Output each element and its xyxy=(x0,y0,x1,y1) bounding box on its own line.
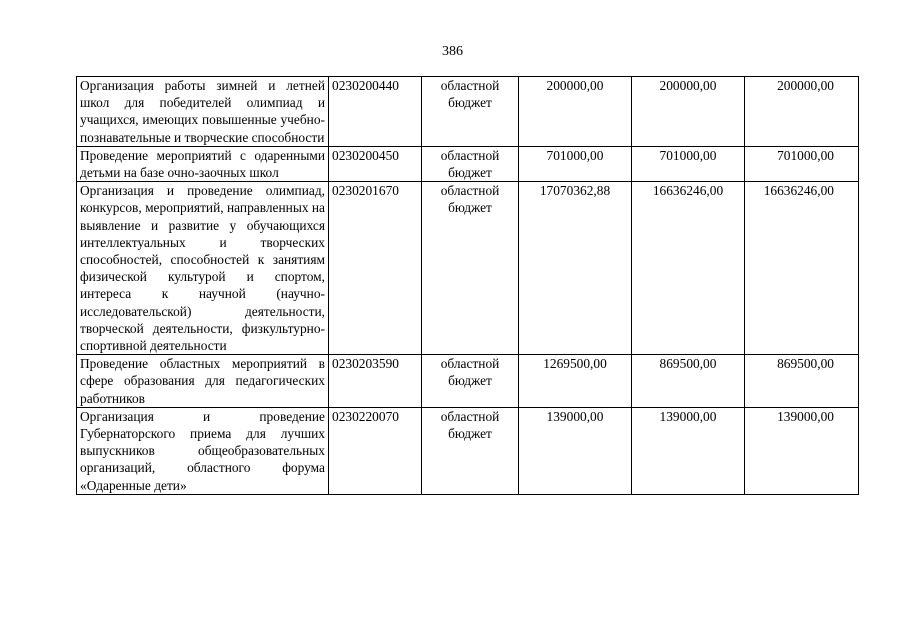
table-row xyxy=(77,77,859,147)
activity-description: Организация и проведение Губернаторского приема для лучших выпускников общеобразовательных организаций, областного форума «Одаренные дети» xyxy=(77,407,329,494)
amount-year-1: 200000,00 xyxy=(519,77,632,147)
funding-source: областной бюджет xyxy=(422,355,519,408)
activity-description: Проведение мероприятий с одаренными детьми на базе очно-заочных школ xyxy=(77,146,329,181)
amount-year-2: 200000,00 xyxy=(632,77,745,147)
funding-source: областной бюджет xyxy=(422,182,519,355)
funding-source: областной бюджет xyxy=(422,77,519,147)
amount-year-2: 701000,00 xyxy=(632,146,745,181)
page-number: 386 xyxy=(442,44,463,59)
budget-code: 0230203590 xyxy=(329,355,422,408)
budget-code: 0230200440 xyxy=(329,77,422,147)
table-row xyxy=(77,146,859,181)
amount-year-3: 200000,00 xyxy=(745,77,859,147)
activity-description: Организация и проведение олимпиад, конкурсов, мероприятий, направленных на выявление и развитие у обучающихся интеллектуальных и творческих способностей, способностей к занятиям физической культурой и спортом, интереса к научной (научно-исследовательской) деятельности, творческой деятельности, физкультурно-спортивной деятельности xyxy=(77,182,329,355)
activity-description: Проведение областных мероприятий в сфере образования для педагогических работников xyxy=(77,355,329,408)
table-row xyxy=(77,407,859,494)
budget-table xyxy=(76,76,859,495)
funding-source: областной бюджет xyxy=(422,146,519,181)
amount-year-1: 701000,00 xyxy=(519,146,632,181)
amount-year-1: 1269500,00 xyxy=(519,355,632,408)
amount-year-3: 139000,00 xyxy=(745,407,859,494)
amount-year-1: 139000,00 xyxy=(519,407,632,494)
amount-year-2: 139000,00 xyxy=(632,407,745,494)
funding-source: областной бюджет xyxy=(422,407,519,494)
table-row xyxy=(77,182,859,355)
budget-code: 0230220070 xyxy=(329,407,422,494)
amount-year-1: 17070362,88 xyxy=(519,182,632,355)
amount-year-3: 701000,00 xyxy=(745,146,859,181)
amount-year-3: 869500,00 xyxy=(745,355,859,408)
table-row xyxy=(77,355,859,408)
amount-year-3: 16636246,00 xyxy=(745,182,859,355)
amount-year-2: 16636246,00 xyxy=(632,182,745,355)
activity-description: Организация работы зимней и летней школ для победителей олимпиад и учащихся, имеющих повышенные учебно-познавательные и творческие способности xyxy=(77,77,329,147)
amount-year-2: 869500,00 xyxy=(632,355,745,408)
budget-code: 0230200450 xyxy=(329,146,422,181)
budget-code: 0230201670 xyxy=(329,182,422,355)
